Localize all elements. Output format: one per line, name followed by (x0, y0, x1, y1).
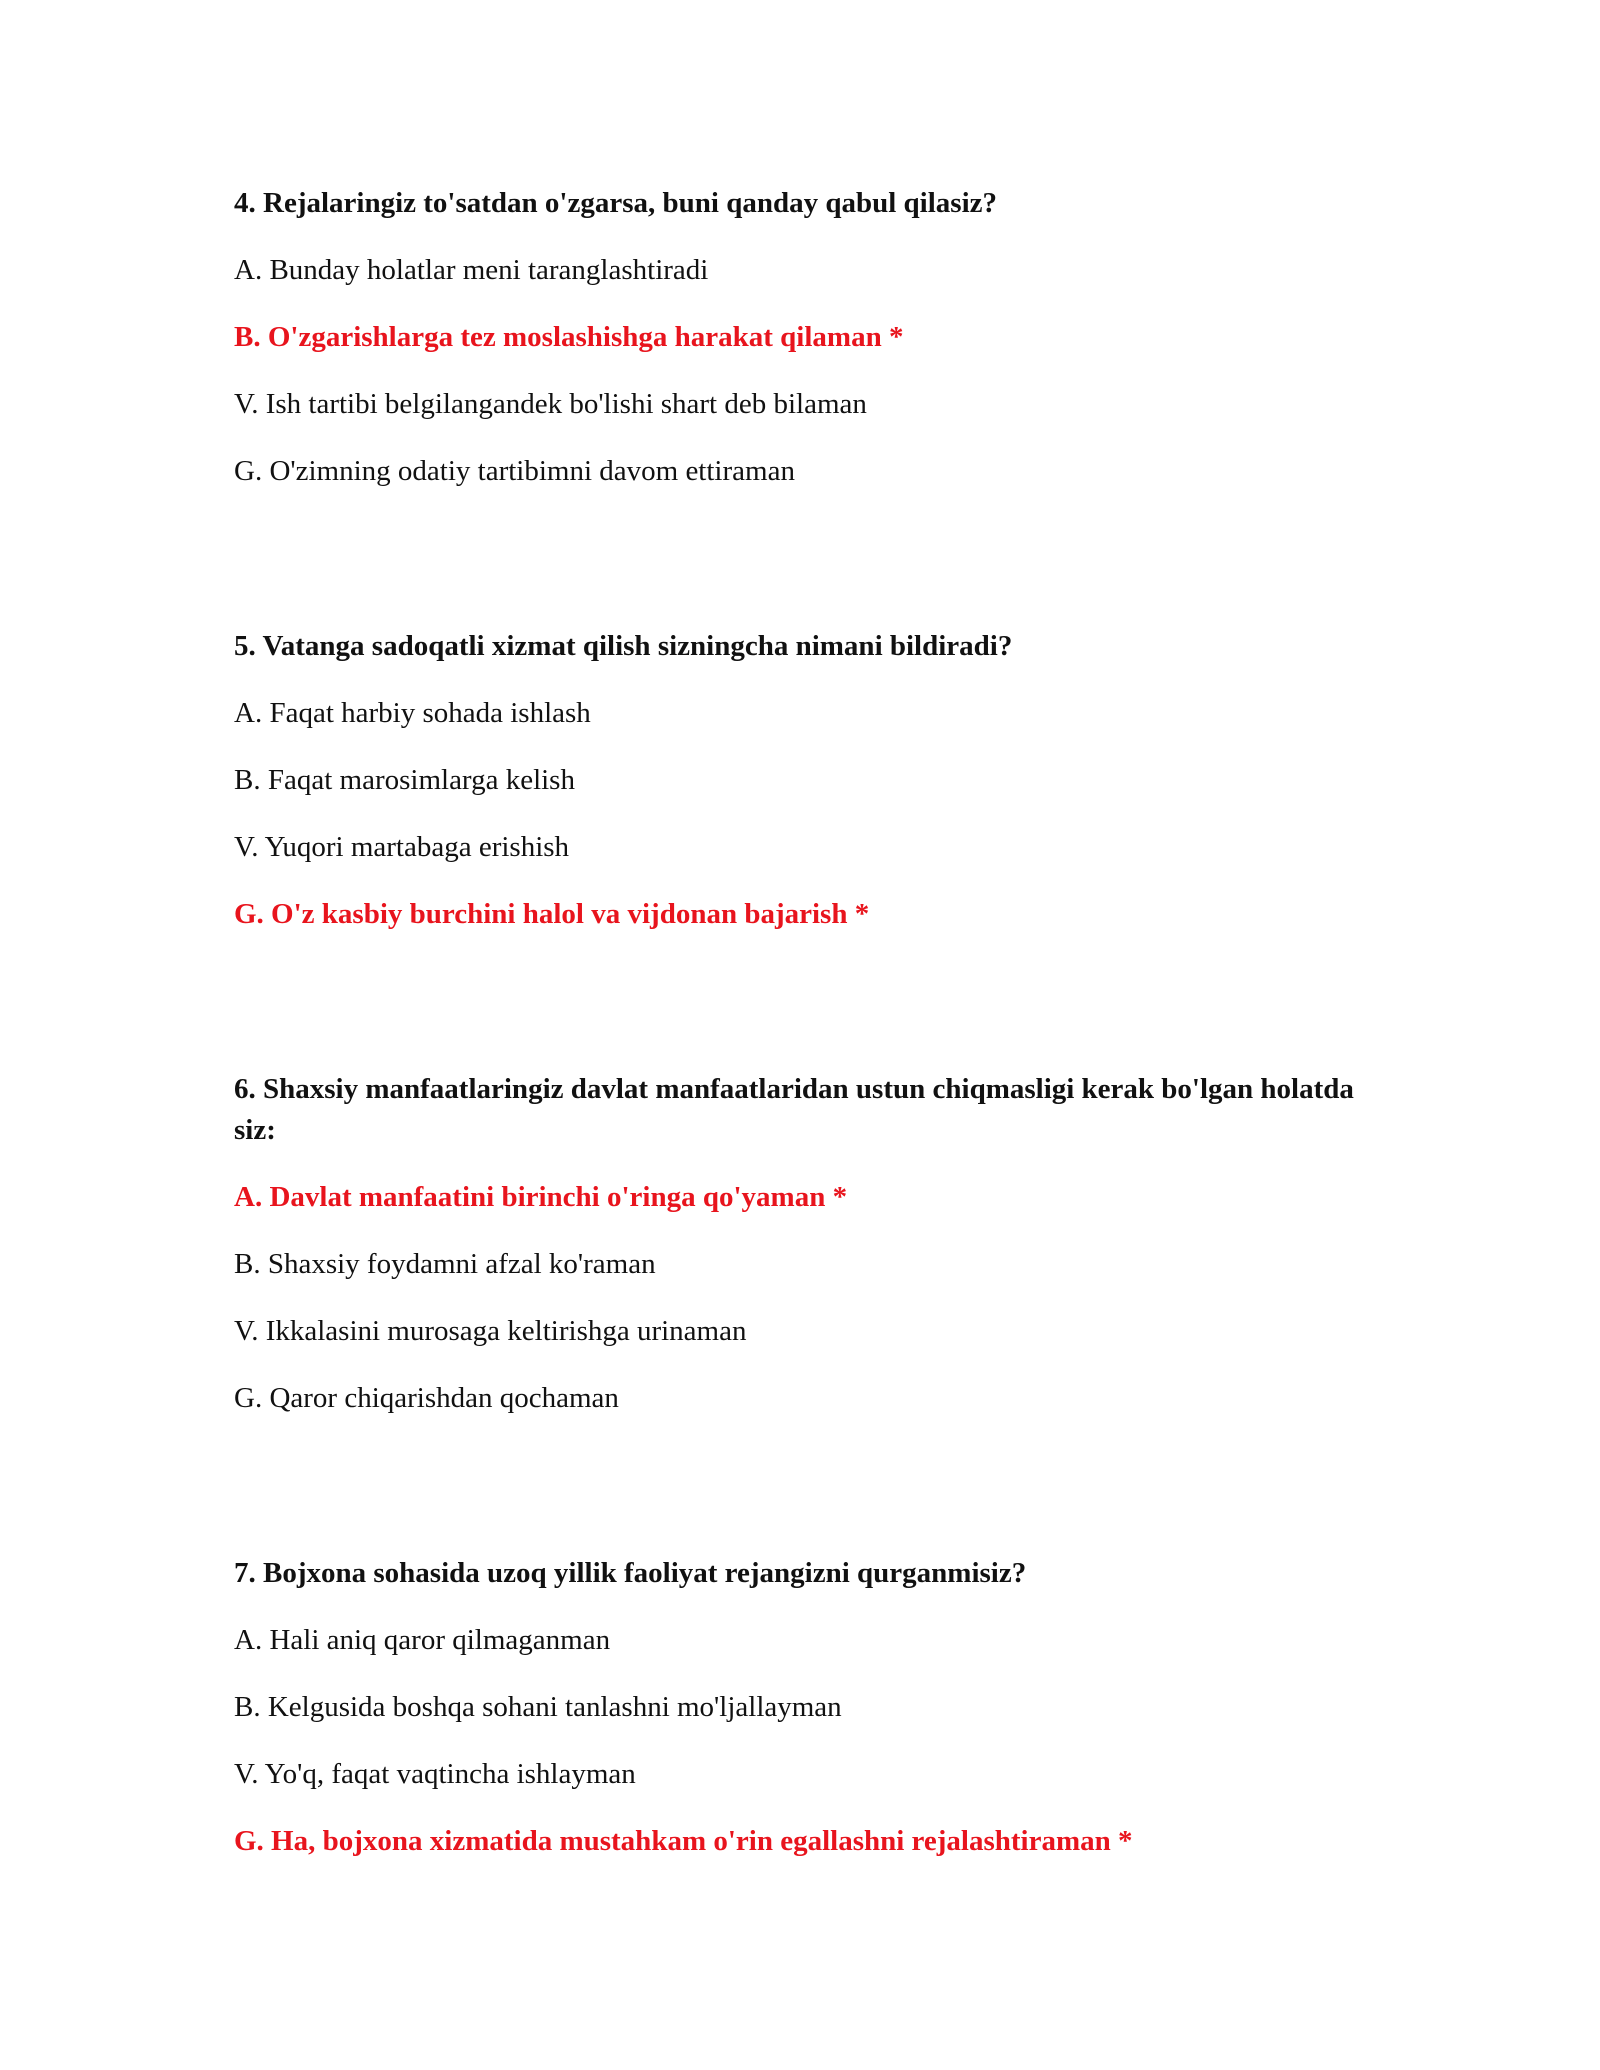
question-title: 5. Vatanga sadoqatli xizmat qilish sizningcha nimani bildiradi? (234, 630, 1013, 662)
answer-option: A. Faqat harbiy sohada ishlash (234, 697, 591, 729)
answer-option: G. Qaror chiqarishdan qochaman (234, 1382, 619, 1414)
question-title: 7. Bojxona sohasida uzoq yillik faoliyat rejangizni qurganmisiz? (234, 1557, 1027, 1589)
answer-option: G. O'zimning odatiy tartibimni davom ettiraman (234, 455, 795, 487)
question-block-6 (234, 1069, 1374, 1419)
answer-option: V. Yuqori martabaga erishish (234, 831, 570, 863)
answer-option: A. Bunday holatlar meni taranglashtiradi (234, 254, 709, 286)
question-title: 6. Shaxsiy manfaatlaringiz davlat manfaatlaridan ustun chiqmasligi kerak bo'lgan holatda siz: (234, 1073, 1354, 1146)
question-block-4 (234, 183, 1374, 492)
answer-option: V. Ikkalasini murosaga keltirishga urinaman (234, 1315, 747, 1347)
answer-option-correct: G. Ha, bojxona xizmatida mustahkam o'rin egallashni rejalashtiraman * (234, 1825, 1133, 1857)
answer-option: B. Shaxsiy foydamni afzal ko'raman (234, 1248, 656, 1280)
answer-option: B. Faqat marosimlarga kelish (234, 764, 575, 796)
answer-option-correct: B. O'zgarishlarga tez moslashishga harakat qilaman * (234, 321, 904, 353)
answer-option-correct: G. O'z kasbiy burchini halol va vijdonan bajarish * (234, 898, 870, 930)
question-block-5 (234, 626, 1374, 935)
question-list (234, 183, 1374, 1862)
answer-option: V. Ish tartibi belgilangandek bo'lishi shart deb bilaman (234, 388, 867, 420)
answer-option: A. Hali aniq qaror qilmaganman (234, 1624, 611, 1656)
answer-option: V. Yo'q, faqat vaqtincha ishlayman (234, 1758, 636, 1790)
question-block-7 (234, 1553, 1374, 1862)
answer-option: B. Kelgusida boshqa sohani tanlashni mo'ljallayman (234, 1691, 842, 1723)
answer-option-correct: A. Davlat manfaatini birinchi o'ringa qo'yaman * (234, 1181, 848, 1213)
question-title: 4. Rejalaringiz to'satdan o'zgarsa, buni qanday qabul qilasiz? (234, 187, 997, 219)
